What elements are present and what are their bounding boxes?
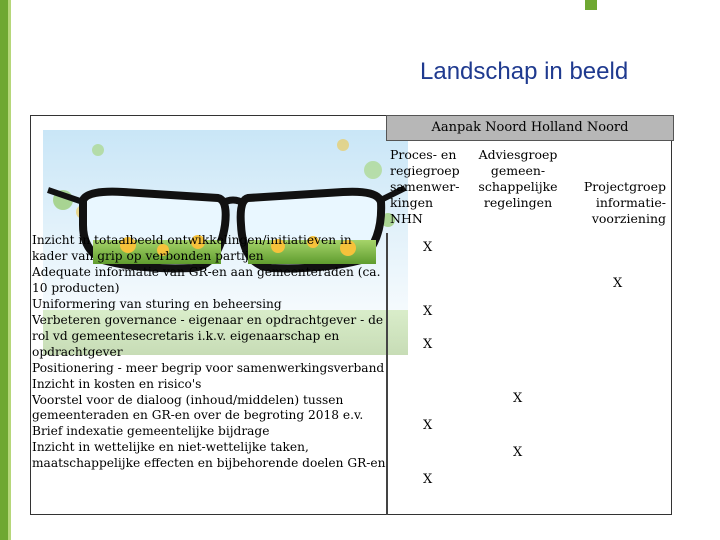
row-label: Uniformering van sturing en beheersing <box>32 296 282 311</box>
table-header: Aanpak Noord Holland Noord <box>386 115 674 141</box>
row-label: Positionering - meer begrip voor samenwerkingsverband <box>32 360 385 375</box>
column-header-projectgroep <box>566 179 666 227</box>
col2-line: gemeen- <box>490 163 546 178</box>
row-label: Inzicht in wettelijke en niet-wettelijke taken, maatschappelijke effecten en bijbehorende doelen GR-en <box>32 440 386 471</box>
row-label: Inzicht in kosten en risico's <box>32 376 202 391</box>
col1-line: regiegroep <box>390 163 460 178</box>
mark-row3-col1: X <box>423 304 433 319</box>
left-accent-bar-light <box>8 0 11 540</box>
col2-line: Adviesgroep <box>478 147 558 162</box>
col2-line: schappelijke <box>478 179 558 194</box>
top-accent-tab <box>585 0 597 10</box>
col3-line: voorziening <box>591 211 666 226</box>
row-labels <box>32 233 387 472</box>
col1-line: kingen <box>390 195 434 210</box>
mark-row1-col1: X <box>423 240 433 255</box>
col1-line: Proces- en <box>390 147 457 162</box>
slide-title: Landschap in beeld <box>420 58 629 85</box>
col1-line: NHN <box>390 211 423 226</box>
column-header-adviesgroep <box>472 147 564 211</box>
row-label: Adequate informatie van GR-en aan gemeenteraden (ca. 10 producten) <box>32 264 381 295</box>
mark-row6-col2: X <box>513 391 523 406</box>
col1-line: samenwer- <box>390 179 460 194</box>
row-label: Voorstel voor de dialoog (inhoud/middelen) tussen gemeenteraden en GR-en over de begroting 2018 e.v. <box>32 392 364 423</box>
mark-row9-col1: X <box>423 472 433 487</box>
left-accent-bar <box>0 0 8 540</box>
column-header-procesgroep <box>390 147 470 227</box>
mark-row8-col2: X <box>513 445 523 460</box>
row-label: Brief indexatie gemeentelijke bijdrage <box>32 424 270 439</box>
col3-line: informatie- <box>595 195 666 210</box>
mark-row4-col1: X <box>423 337 433 352</box>
col2-line: regelingen <box>483 195 553 210</box>
mark-row7-col1: X <box>423 418 433 433</box>
mark-row2-col3: X <box>613 276 623 291</box>
row-label: Verbeteren governance - eigenaar en opdrachtgever - de rol vd gemeentesecretaris i.k.v. eigenaarschap en opdrachtgever <box>32 312 384 359</box>
col3-line: Projectgroep <box>583 179 666 194</box>
row-label: Inzicht in totaalbeeld ontwikkelingen/initiatieven in kader van grip op verbonden partijen <box>32 233 352 263</box>
